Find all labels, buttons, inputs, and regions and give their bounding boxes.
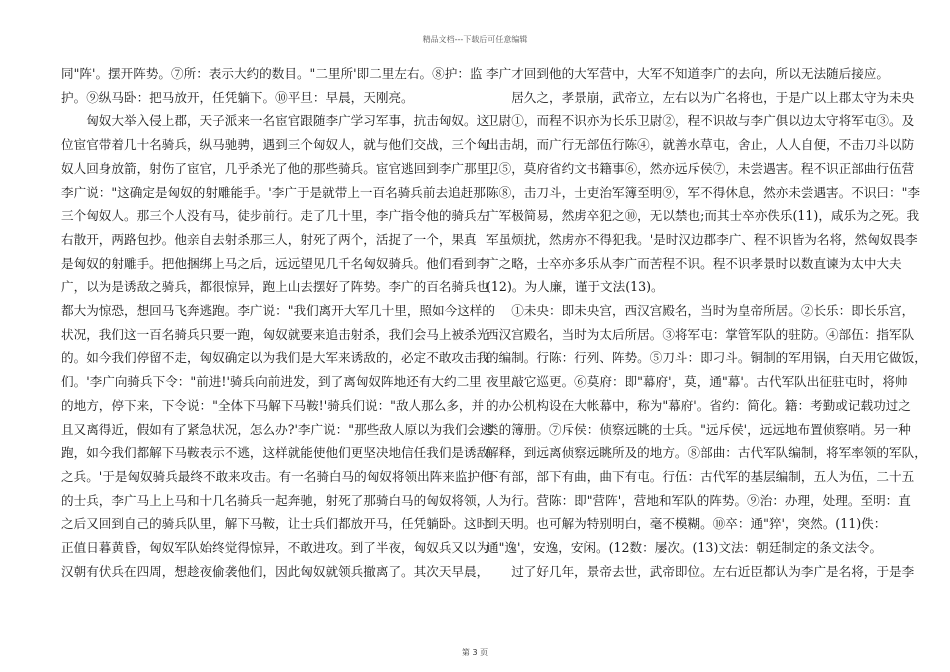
text-line: 的。如今我们停留不走，匈奴确定以为我们是大军来诱敌的，必定不敢攻击我 — [61, 350, 490, 366]
text-line: 人为行。营陈：即"营阵'，营地和军队的阵势。⑨治：办理，处理。至明：直 — [486, 492, 911, 508]
text-line: 且又离得近，假如有了紧急状况，怎么办?'李广说："那些敌人原以为我们会逃 — [61, 421, 493, 437]
text-line: 汉朝有伏兵在四周，想趁夜偷袭他们，因此匈奴就领兵撤离了。其次天早晨， — [61, 563, 490, 579]
text-line: 通"逸'，安逸，安闲。(12数：屡次。(13)文法：朝廷制定的条文法令。 — [486, 540, 883, 556]
text-line: 过了好几年，景帝去世，武帝即位。左右近臣都认为李广是名将，于是李 — [486, 563, 915, 579]
text-line: 是匈奴的射雕手。把他捆绑上马之后，远远望见几千名匈奴骑兵。他们看到李 — [61, 255, 490, 271]
text-line: 卫尉①，而程不识亦为长乐卫尉②，程不识故与李广俱以边太守将军屯③。及 — [486, 113, 915, 129]
page-number: 第 3 页 — [461, 648, 489, 657]
text-line: 的士兵，李广马上上马和十几名骑兵一起奔驰，射死了那骑白马的匈奴将领， — [61, 492, 490, 508]
text-line: (12)。为人廉，谨于文法(13)。 — [486, 279, 664, 295]
text-line: 的地方，停下来，下令说："全体下马解下马鞍!'骑兵们说："敌人那么多，并 — [61, 397, 485, 413]
text-line: 的办公机构设在大帐幕中，称为"幕府'。省约：简化。籍：考勤或记载功过之 — [486, 397, 911, 413]
text-line: 广，以为是诱敌之骑兵，都很惊异，跑上山去摆好了阵势。李广的百名骑兵也 — [61, 279, 490, 295]
text-line: 广军极简易，然虏卒犯之⑩，无以禁也;而其士卒亦佚乐(11)，咸乐为之死。我 — [486, 208, 920, 224]
text-line: 类的簿册。⑦斥侯：侦察远眺的士兵。"远斥侯'，远远地布置侦察哨。另一种 — [486, 421, 911, 437]
text-line: 奴人回身放箭，射伤了宦官，几乎杀光了他的那些骑兵。宦官逃回到李广那里， — [61, 160, 502, 176]
text-line: 右散开，两路包抄。他亲自去射杀那三人，射死了两个，活捉了一个，果真 — [61, 231, 477, 247]
text-line: 李广才回到他的大军营中，大军不知道李广的去向，所以无法随后接应。 — [486, 66, 889, 81]
text-line: 跑，如今我们都解下马鞍表示不逃，这样就能使他们更坚决地信任我们是诱敌 — [61, 445, 490, 461]
text-line: 卫⑤，莫府省约文书籍事⑥，然亦远斥侯⑦，未尝遇害。程不识正部曲行伍营 — [486, 160, 915, 176]
text-line: 位宦官带着几十名骑兵，纵马驰骋，遇到三个匈奴人，就与他们交战，三个匈 — [61, 137, 490, 153]
text-line: ①未央：即未央宫，西汉宫殿名，当时为皇帝所居。②长乐：即长乐宫， — [486, 303, 915, 319]
text-line: 李广说："这确定是匈奴的射雕能手。'李广于是就带上一百名骑兵前去追赶那 — [61, 184, 486, 200]
text-line: 三个匈奴人。那三个人没有马，徒步前行。走了几十里，李广指令他的骑兵左 — [61, 208, 490, 224]
right-text-column — [486, 62, 927, 583]
text-line: 军虽烦扰，然虏亦不得犯我。'是时汉边郡李广、程不识皆为名将，然匈奴畏李 — [486, 231, 918, 247]
text-line: 到天明。也可解为特别明白，毫不模糊。⑩卒：通"猝'，突然。(11)佚： — [486, 516, 887, 532]
text-line: 下有部，部下有曲，曲下有屯。行伍：古代军的基层编制，五人为伍，二十五 — [486, 468, 915, 484]
left-text-column — [61, 62, 502, 583]
text-line: 正值日暮黄昏，匈奴军队始终觉得惊异，不敢进攻。到了半夜，匈奴兵又以为 — [61, 540, 490, 556]
text-line: 居久之，孝景崩，武帝立，左右以为广名将也，于是广以上郡太守为未央 — [486, 89, 915, 105]
text-line: 护。⑨纵马卧：把马放开，任凭躺下。⑩平旦：早晨，天刚亮。 — [61, 89, 414, 105]
text-line: 们。'李广向骑兵下令："前进!'骑兵向前进发，到了离匈奴阵地还有大约二里 — [61, 374, 482, 390]
text-line: 陈⑧，击刀斗，士吏治军簿至明⑨，军不得休息，然亦未尝遇害。不识曰："李 — [486, 184, 920, 200]
text-line: 广之略，士卒亦多乐从李广而苦程不识。程不识孝景时以数直谏为太中大夫 — [486, 255, 902, 271]
text-line: 解释，到远离侦察远眺所及的地方。⑧部曲：古代军队编制，将军率领的军队， — [486, 445, 927, 461]
text-line: 都大为惊恐，想回马飞奔逃跑。李广说："我们离开大军几十里，照如今这样的 — [61, 303, 495, 319]
text-line: 的编制。行陈：行列、阵势。⑤刀斗：即刁斗。铜制的军用锅，白天用它做饭， — [486, 350, 927, 366]
text-line: 夜里敲它巡更。⑥莫府：即"幕府'，莫，通"幕'。古代军队出征驻屯时，将帅 — [486, 374, 908, 390]
text-line: 出击胡，而广行无部伍行陈④，就善水草屯，舍止，人人自便，不击刀斗以防 — [486, 137, 915, 153]
page-header: 精品文档---下载后可任意编辑 — [422, 35, 528, 44]
text-line: 之后又回到自己的骑兵队里，解下马鞍，让士兵们都放开马，任凭躺卧。这时 — [61, 516, 490, 532]
text-line: 匈奴大举入侵上郡，天子派来一名宦官跟随李广学习军事，抗击匈奴。这 — [61, 113, 490, 129]
text-line: 同"阵'。摆开阵势。⑦所：表示大约的数目。"二里所'即二里左右。⑧护：监 — [61, 66, 483, 81]
text-line: 之兵。'于是匈奴骑兵最终不敢来攻击。有一名骑白马的匈奴将领出阵来监护他 — [61, 468, 493, 484]
text-line: 西汉宫殿名，当时为太后所居。③将军屯：掌管军队的驻防。④部伍：指军队 — [486, 326, 915, 342]
text-line: 状况，我们这一百名骑兵只要一跑，匈奴就要来追击射杀，我们会马上被杀光 — [61, 326, 490, 342]
